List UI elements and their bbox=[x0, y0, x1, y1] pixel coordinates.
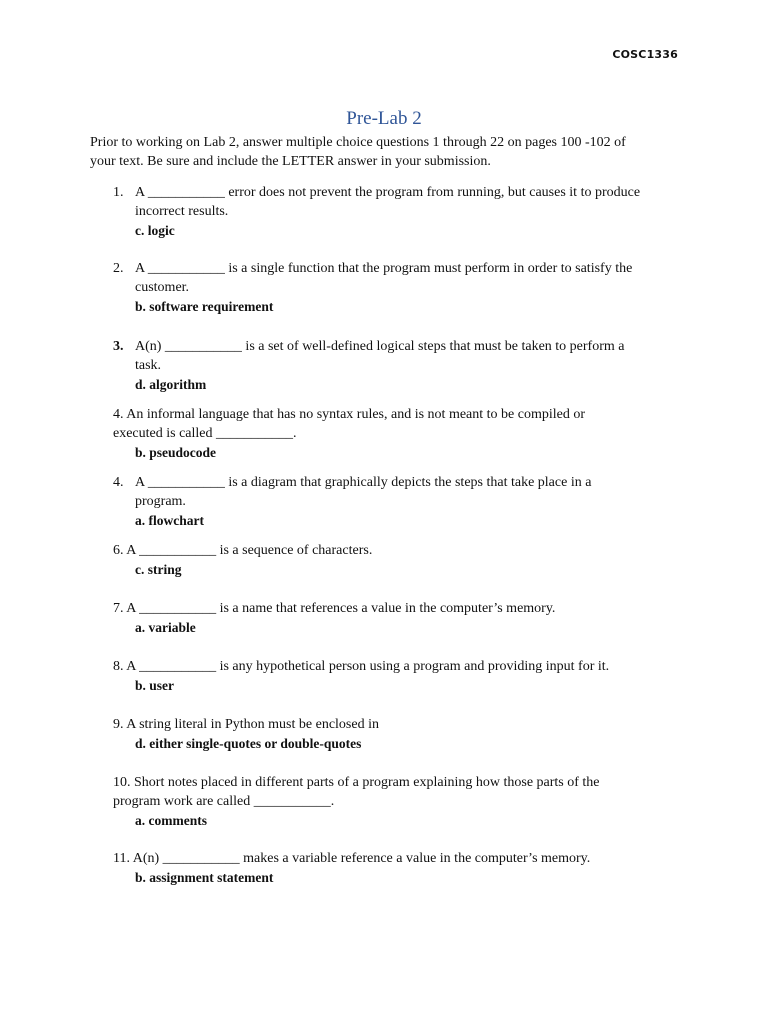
answer: a. comments bbox=[135, 813, 207, 828]
question-text: customer. bbox=[135, 280, 190, 295]
question-text: 9. A string literal in Python must be enclosed in bbox=[113, 717, 379, 732]
question-text: 6. A ___________ is a sequence of characters. bbox=[113, 543, 373, 558]
question-text: 11. A(n) ___________ makes a variable reference a value in the computer’s memory. bbox=[113, 851, 591, 866]
answer: d. either single-quotes or double-quotes bbox=[135, 736, 362, 751]
question-6 bbox=[113, 541, 372, 580]
question-3 bbox=[113, 337, 625, 395]
question-text: 10. Short notes placed in different parts of a program explaining how those parts of the bbox=[113, 775, 600, 790]
question-text: 8. A ___________ is any hypothetical person using a program and providing input for it. bbox=[113, 659, 610, 674]
question-text: A ___________ is a single function that the program must perform in order to satisfy the bbox=[135, 261, 633, 276]
question-11 bbox=[113, 849, 590, 888]
question-8 bbox=[113, 657, 609, 696]
answer: c. string bbox=[135, 562, 182, 577]
answer: b. pseudocode bbox=[135, 445, 217, 460]
intro-line: your text. Be sure and include the LETTER answer in your submission. bbox=[90, 154, 491, 169]
question-text: A ___________ error does not prevent the program from running, but causes it to produce bbox=[135, 185, 641, 200]
answer: a. variable bbox=[135, 620, 196, 635]
answer: b. software requirement bbox=[135, 299, 274, 314]
question-text: A(n) ___________ is a set of well-defined logical steps that must be taken to perform a bbox=[135, 339, 625, 354]
question-text: 7. A ___________ is a name that references a value in the computer’s memory. bbox=[113, 601, 556, 616]
answer: b. user bbox=[135, 678, 175, 693]
question-text: A ___________ is a diagram that graphically depicts the steps that take place in a bbox=[135, 475, 592, 490]
page-title: Pre-Lab 2 bbox=[346, 108, 422, 129]
question-4 bbox=[113, 405, 585, 463]
answer: b. assignment statement bbox=[135, 870, 274, 885]
question-number: 4. bbox=[113, 475, 124, 490]
answer: c. logic bbox=[135, 223, 175, 238]
answer: d. algorithm bbox=[135, 377, 207, 392]
intro-paragraph bbox=[90, 133, 680, 171]
question-number: 1. bbox=[113, 185, 124, 200]
question-text: 4. An informal language that has no syntax rules, and is not meant to be compiled or bbox=[113, 407, 586, 422]
question-number: 2. bbox=[113, 261, 124, 276]
question-text: task. bbox=[135, 358, 162, 373]
question-text: executed is called ___________. bbox=[113, 426, 297, 441]
question-text: incorrect results. bbox=[135, 204, 229, 219]
question-number: 3. bbox=[113, 339, 124, 354]
question-7 bbox=[113, 599, 555, 638]
question-text: program work are called ___________. bbox=[113, 794, 335, 809]
question-2 bbox=[113, 259, 632, 317]
question-10 bbox=[113, 773, 600, 831]
intro-line: Prior to working on Lab 2, answer multiple choice questions 1 through 22 on pages 100 -102 of bbox=[90, 135, 626, 150]
question-9 bbox=[113, 715, 379, 754]
question-5 bbox=[113, 473, 591, 531]
question-text: program. bbox=[135, 494, 186, 509]
question-1 bbox=[113, 183, 640, 241]
course-code: COSC1336 bbox=[612, 48, 678, 61]
answer: a. flowchart bbox=[135, 513, 204, 528]
